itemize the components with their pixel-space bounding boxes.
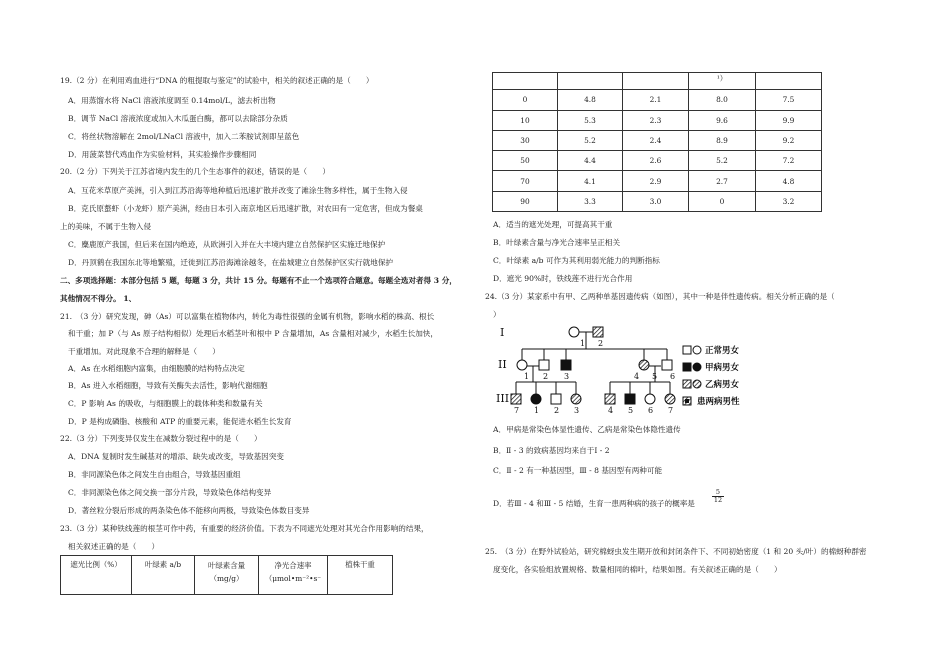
col-chl-content-unit: （mg/g） — [209, 574, 244, 583]
q19-option-c[interactable]: C．将丝状物溶解在 2mol/LNaCl 溶液中，加入二苯胺试剂即呈蓝色 — [68, 132, 300, 141]
individual-number: 4 — [634, 372, 640, 381]
table-cell: 30 — [493, 130, 558, 150]
q22-option-d[interactable]: D．著丝粒分裂后形成的两条染色体不能移向两极，导致染色体数目变异 — [68, 506, 310, 515]
table-cell: 3.3 — [558, 191, 623, 211]
q20-stem: 20.（2 分）下列关于江苏省境内发生的几个生态事件的叙述，错误的是（ ） — [60, 167, 330, 176]
legend-label: 乙病男女 — [705, 380, 740, 390]
q23-option-a[interactable]: A．适当的遮光处理，可提高其干重 — [493, 220, 613, 229]
fraction-numerator: 5 — [712, 489, 724, 497]
table-cell: 4.4 — [558, 151, 623, 171]
individual-number: 1 — [580, 339, 586, 348]
table-cell: 7.5 — [756, 90, 822, 110]
header-cont-cell — [623, 73, 689, 90]
table-cell: 9.6 — [689, 110, 756, 130]
individual-number: 6 — [670, 372, 676, 381]
q19-option-b[interactable]: B．调节 NaCl 溶液浓度或加入木瓜蛋白酶，都可以去除部分杂质 — [68, 114, 288, 123]
q21-option-a[interactable]: A．As 在水稻细胞内富集，由细胞膜的结构特点决定 — [68, 364, 245, 373]
individual-number: 3 — [564, 372, 570, 381]
q21-stem: 21. （3 分）研究发现，砷（As）可以富集在植物体内，转化为毒性很强的金属有机物，影响水稻的株高、根长 — [60, 312, 435, 321]
col-net-photosynthesis — [259, 556, 328, 595]
header-cont-unit: ¹） — [689, 73, 756, 90]
header-cont-cell — [756, 73, 822, 90]
individual-number: 7 — [668, 406, 674, 415]
table-cell: 4.8 — [558, 90, 623, 110]
pedigree-individual — [625, 394, 635, 404]
table-cell: 9.9 — [756, 110, 822, 130]
q21-option-d[interactable]: D．P 是构成磷脂、核酸和 ATP 的重要元素，能促进水稻生长发育 — [68, 417, 292, 426]
header-cont-cell — [558, 73, 623, 90]
table-cell: 8.9 — [689, 130, 756, 150]
pedigree-individual — [662, 360, 672, 370]
table-cell: 2.7 — [689, 171, 756, 191]
header-cont-cell — [493, 73, 558, 90]
pedigree-individual — [561, 360, 571, 370]
generation-label: II — [498, 358, 507, 371]
individual-number: 5 — [652, 372, 658, 381]
table-cell: 2.1 — [623, 90, 689, 110]
col-chl-content — [195, 556, 259, 595]
individual-number: 1 — [534, 406, 540, 415]
table-cell: 2.6 — [623, 151, 689, 171]
q24-option-c[interactable]: C．Ⅱ - 2 有一种基因型，Ⅲ - 8 基因型有两种可能 — [493, 466, 663, 475]
table-cell: 70 — [493, 171, 558, 191]
q23-stem-cont: 相关叙述正确的是（ ） — [68, 542, 160, 551]
q24-option-b[interactable]: B．Ⅱ - 3 的致病基因均来自于Ⅰ - 2 — [493, 446, 610, 455]
section2-heading-cont: 其他情况不得分。 1、 — [60, 294, 137, 303]
table-row — [493, 151, 822, 171]
table-cell: 90 — [493, 191, 558, 211]
pedigree-individual — [665, 394, 675, 404]
table-cell: 3.2 — [756, 191, 822, 211]
legend-symbol — [693, 346, 701, 354]
table-row — [493, 90, 822, 110]
table-cell: 5.3 — [558, 110, 623, 130]
q23-table-header — [60, 555, 393, 595]
q24-option-a[interactable]: A．甲病是常染色体显性遗传、乙病是常染色体隐性遗传 — [493, 425, 681, 434]
q22-option-b[interactable]: B．非同源染色体之间发生自由组合，导致基因重组 — [68, 470, 241, 479]
q20-option-b-cont: 上的美味，不属于生物入侵 — [60, 222, 152, 231]
q21-stem-cont: 和干重；加 P（与 As 原子结构相似）处理后水稻茎叶和根中 P 含量增加，As 含量相对减少，水稻生长加快， — [68, 329, 438, 338]
table-cell: 4.8 — [756, 171, 822, 191]
legend-symbol — [693, 363, 701, 371]
table-cell: 0 — [689, 191, 756, 211]
table-row — [493, 130, 822, 150]
q19-stem: 19.（2 分）在利用鸡血进行“DNA 的粗提取与鉴定”的试验中，相关的叙述正确的是（ ） — [60, 76, 374, 85]
q22-option-c[interactable]: C．非同源染色体之间交换一部分片段，导致染色体结构变异 — [68, 488, 272, 497]
table-row — [493, 171, 822, 191]
pedigree-individual — [517, 360, 527, 370]
section2-heading: 二、多项选择题：本部分包括 5 题，每题 3 分，共计 15 分。每题有不止一个选项符合题意。每题全选对者得 3 分， — [60, 276, 457, 285]
legend-label: 正常男女 — [705, 346, 740, 356]
q23-option-d[interactable]: D．遮光 90%时，铁线莲不进行光合作用 — [493, 274, 633, 283]
pedigree-individual — [569, 327, 579, 337]
q23-stem: 23.（3 分）某种铁线莲的根茎可作中药，有重要的经济价值。下表为不同遮光处理对其光合作用影响的结果， — [60, 524, 429, 533]
table-cell: 2.3 — [623, 110, 689, 130]
generation-label: I — [500, 326, 505, 339]
individual-number: 2 — [543, 372, 549, 381]
pedigree-individual — [511, 394, 521, 404]
pedigree-individual — [605, 394, 615, 404]
individual-number: 3 — [574, 406, 580, 415]
q23-table-body — [492, 72, 822, 212]
table-cell: 2.4 — [623, 130, 689, 150]
table-cell: 10 — [493, 110, 558, 130]
probability-fraction — [712, 489, 724, 504]
q21-option-b[interactable]: B．As 进入水稻细胞，导致有关酶失去活性，影响代谢细胞 — [68, 381, 268, 390]
table-cell: 5.2 — [689, 151, 756, 171]
table-cell: 9.2 — [756, 130, 822, 150]
q23-option-b[interactable]: B．叶绿素含量与净光合速率呈正相关 — [493, 238, 621, 247]
pedigree-individual — [551, 394, 561, 404]
pedigree-individual — [639, 360, 649, 370]
col-net-label: 净光合速率 — [274, 561, 312, 570]
col-chl-ab: 叶绿素 a/b — [132, 556, 195, 595]
individual-number: 4 — [608, 406, 614, 415]
q20-option-d[interactable]: D．丹顶鹤在我国东北等地繁殖，迁徙到江苏沿海滩涂越冬，在盐城建立自然保护区实行就地保护 — [68, 258, 394, 267]
q20-option-b[interactable]: B．克氏原螯虾（小龙虾）原产美洲，经由日本引入南京地区后迅速扩散，对农田有一定危害，但成为餐桌 — [68, 204, 423, 213]
individual-number: 7 — [514, 406, 520, 415]
q20-option-a[interactable]: A．互花米草原产美洲，引入到江苏沿海等地种植后迅速扩散并改变了滩涂生物多样性，属于生物入侵 — [68, 186, 408, 195]
legend-label: 患两病男性 — [697, 397, 740, 407]
table-row — [493, 191, 822, 211]
col-shading: 遮光比例（%） — [61, 556, 132, 595]
legend-symbol — [693, 380, 701, 388]
col-net-unit: （μmol•m⁻²•s⁻ — [264, 574, 322, 583]
q24-stem-cont: ） — [493, 310, 501, 319]
table-cell: 50 — [493, 151, 558, 171]
pedigree-diagram — [494, 319, 760, 416]
individual-number: 2 — [598, 339, 604, 348]
q22-option-a[interactable]: A．DNA 复制时发生碱基对的增添、缺失或改变，导致基因突变 — [68, 452, 284, 461]
individual-number: 1 — [524, 372, 530, 381]
table-row — [493, 110, 822, 130]
q23-option-c[interactable]: C．叶绿素 a/b 可作为其利用弱光能力的判断指标 — [493, 256, 660, 265]
pedigree-individual — [539, 360, 549, 370]
individual-number: 2 — [554, 406, 560, 415]
q25-stem-cont: 度变化，各实验组放置规格、数量相同的棉叶，结果如图。有关叙述正确的是（ ） — [493, 565, 782, 574]
table-cell: 3.0 — [623, 191, 689, 211]
q21-option-c[interactable]: C．P 影响 As 的吸收，与细胞膜上的载体种类和数量有关 — [68, 399, 263, 408]
pedigree-individual — [571, 394, 581, 404]
q19-option-a[interactable]: A．用蒸馏水将 NaCl 溶液浓度调至 0.14mol/L，滤去析出物 — [68, 96, 276, 105]
legend-symbol — [683, 346, 691, 354]
q19-option-d[interactable]: D．用菠菜替代鸡血作为实验材料，其实验操作步骤相同 — [68, 150, 257, 159]
generation-label: III — [496, 392, 510, 405]
table-cell: 4.1 — [558, 171, 623, 191]
table-cell: 8.0 — [689, 90, 756, 110]
table-cell: 7.2 — [756, 151, 822, 171]
individual-number: 5 — [628, 406, 634, 415]
legend-label: 甲病男女 — [705, 363, 740, 373]
table-cell: 0 — [493, 90, 558, 110]
pedigree-individual — [593, 327, 603, 337]
col-chl-content-label: 叶绿素含量 — [208, 561, 245, 570]
q25-stem: 25. （3 分）在野外试验站，研究棉蚜虫发生期开放和封闭条件下、不同初始密度（1 和 20 头/叶）的棉蚜种群密 — [485, 547, 867, 556]
individual-number: 6 — [648, 406, 654, 415]
table-cell: 2.9 — [623, 171, 689, 191]
pedigree-individual — [645, 394, 655, 404]
q21-stem-cont2: 干重增加。对此现象不合理的解释是（ ） — [68, 347, 220, 356]
pedigree-individual — [531, 394, 541, 404]
q24-stem: 24.（3 分）某家系中有甲、乙两种单基因遗传病（如图），其中一种是伴性遗传病。相关分析正确的是（ — [485, 292, 835, 301]
col-dry-weight: 植株干重 — [328, 556, 393, 595]
legend-symbol — [683, 363, 691, 371]
fraction-denominator: 12 — [713, 496, 723, 504]
table-cell: 5.2 — [558, 130, 623, 150]
legend-symbol — [683, 380, 691, 388]
q22-stem: 22.（3 分）下列变异仅发生在减数分裂过程中的是（ ） — [60, 434, 262, 443]
q20-option-c[interactable]: C．麋鹿原产我国，但后来在国内绝迹，从欧洲引入并在大丰境内建立自然保护区实施迁地保护 — [68, 240, 386, 249]
q24-option-d[interactable]: D．若Ⅲ - 4 和Ⅲ - 5 结婚，生育一患两种病的孩子的概率是 — [493, 499, 695, 508]
